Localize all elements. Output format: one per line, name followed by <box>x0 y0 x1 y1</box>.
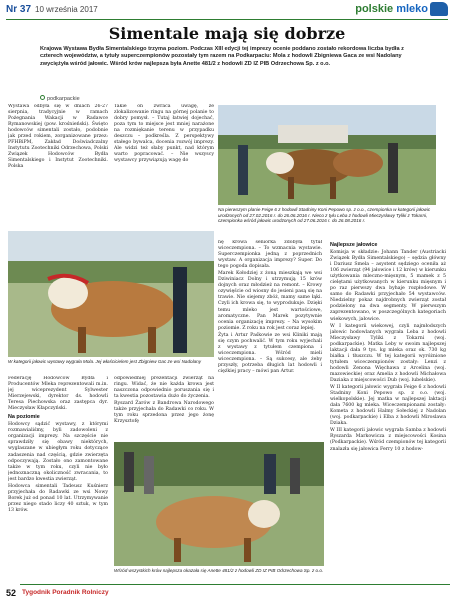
paragraph: Hodowcy sądzić wystawy, z którymi rozmawialiśmy, byli zadowoleni z organizacji imprezy. Na szczęście nie sprawdziły się obawy niektórych, wyglaszane w ubiegłym roku dotyczące zadaszenia nad częścią, gdzie zwierzęta odpoczywają. Zostało ono zamontowane także w tym roku, czyli nie było jednoznaczną okoliczność zwracania, to jest bardzo kwestia zwierząt. <box>8 422 108 482</box>
caption-bottom: Wśród wszystkich krów najlepsza okazała się Anette 481/2 z hodowli ZD IZ PIB Odrzechowa Sp. z o.o. <box>114 568 324 573</box>
photo-heifers-show <box>218 105 436 205</box>
region-tag <box>40 95 80 102</box>
paragraph: Federację Hodowców Bydła i Producentów Mleka reprezentowali m.in. jej wiceprezydent Sylwester Mierzejewski, dyrektor ds. hodowli Teresa Piechowska oraz zastępca dyr. Mieczysław Kłapczyński. <box>8 376 108 412</box>
header-divider <box>6 19 448 20</box>
paragraph: Wystawa odbyła się w dniach 26-27 sierpnia, tradycyjnie w ramach Pożegnania Wakacji w Radawce Rymanowskiej (pow. krośnieński). Święto hodowców simentali zostało, podobnie jak przed rokiem, zorganizowane przez: PFHBiPM, Zakład Doświadczalny Instytutu Zootechniki Odrzechowa, Polski Związek Hodowców Bydła Simentalskiego i Instytut Zootechniki. Polska <box>8 104 108 170</box>
column-3 <box>218 240 322 448</box>
footer-divider <box>20 584 450 585</box>
article-title: Simentale mają się dobrze <box>108 24 346 43</box>
column-4 <box>330 240 446 580</box>
publisher-brand: Tygodnik Poradnik Rolniczy <box>22 589 109 596</box>
column-2-bottom <box>114 376 214 440</box>
column-2-top <box>114 104 214 228</box>
section-heading: Najlepsze jałowice <box>330 242 378 248</box>
issue-number: Nr 37 <box>6 4 32 15</box>
photo-anette-cow <box>114 442 324 566</box>
photo-mola-image <box>8 231 214 357</box>
paragraph: Takie on zwraca uwagę, że zlokalizowanie ringu na górnej polanie to dobry pomysł. – Tutaj łatwiej dojechać, poza tym to miejsce jest mniej narażone na rozmiękanie terenu w przypadku deszczu – podkreśla. Z perspektywy stałego bywalca, docenia rozwój imprezy. Ale widzi też słaby punkt, nad którym warto popracować. – Nie wszyscy wystawcy przywiązują wagę do <box>114 104 214 164</box>
paragraph: W II kategorii jałowic wygrała Feige 6 z hodowli Stadniny Koni Pepowo sp. z o.o. (woj. wielkopolskie). Jej matka w najlepszej laktacji dała 7600 kg mleka. Wiceczempionami zostały: Kometa z hodowli Halmy Sołeckiej z Nadolan (woj. podkarpackie) i Elba z hodowli Miroslawa Dziaka. <box>330 385 446 427</box>
issue-info <box>6 4 98 15</box>
paragraph: Żyta i Artur Paśkowie ze wsi Kliniki mają się czym pochwalić. W tym roku wyjechali z wystawy z tytułem czempiona i wiceczempiona. Wśród mieli wiceczempiona. – Są sukcesy, ale żeby przyszły, potrzeba długich lat hodowli i ciężkiej pracy – mówi pan Artur. <box>218 332 322 374</box>
paragraph: Ryszard Żarów z Bandrowa Narodowego także przyjechała do Radawki co roku. W tym roku sprzedona przez jego żonę Krzysztofę <box>114 401 214 425</box>
column-1-top <box>8 104 108 228</box>
photo-anette-image <box>114 442 324 566</box>
paragraph: Marek Kołodziej z żoną mieszkają we wsi Dziwiniacz Dolny i utrzymują 15 krów dojnych oraz młodzież na remont. – Krowy ozywięście od wiosny do jesieni pasą się na trawie. Nie siejemy zbóż, mamy same łąki. Czyli ich krowa się, to wyprodukuje. Dzięki temu mleko jest wartościowe, aromatyczne. Pan Marek pozytywnie ocenia organizację imprezy. – Na wysokim poziomie. Z roku na rok jest coraz lepiej. <box>218 271 322 331</box>
paragraph: Hodowca simentali Tadeusz Kuśnierz przyjechała do Radawki ze wsi Nowy Borek już od ponad 10 lat. Utrzymywanie przez niego stado liczy 40 sztuk, w tym 13 krów. <box>8 483 108 513</box>
issue-date: 10 września 2017 <box>35 5 98 14</box>
page-number: 52 <box>6 588 17 598</box>
paragraph: nę krowa seniorka zdobyła tytuł wiceczempiona. – To wzmacnia wystawie. Superczempionka jedną z poprzednich wystaw. A organizacja imprezy? Super. Do tego pogoda dopisała. <box>218 240 322 270</box>
photo-mola-heifer <box>8 231 214 357</box>
brand-logo <box>355 3 428 15</box>
section-heading: Na poziomie <box>8 414 40 421</box>
region-icon <box>40 95 45 100</box>
paragraph: Komisja w składzie: Johann Tander (Austriacki Związek Bydła Simentalskiego) – sędzia główny i Dariusz Smela – asystent sędziego oceniła aż 106 zwierząt (94 jałowice i 12 krów) w kierunku użytkowania mleczno-mięsnym, 5 mamek z 5 cielętami użytkowanych w kierunku mięsnym i po raz pierwszy dwa byhaje rozpłodowe. W samo do Radawki przyjechało 54 wystawców. Niedzielny pokaz najdrobnych zwierząt został podzielony na dwa segmenty. W pierwszym zaprezentowano, w poszczególnych kategoriach wiekowych, jałowice. <box>330 250 446 322</box>
region-label: podkarpackie <box>47 96 80 102</box>
paragraph: W I kategorii wiekowej, czyli najmłodszych jałowic hodowlanych wygrała Leba z hodowli Mieczysławy Tyliki z Tokarni (woj. podkarpackie). Matka Leby w swoim najlepszej laktacji dała 9 tys. kg mleka oraz ok. 730 kg białka i tłuszczu. W tej kategorii wyróżnione tytułem wiceczempionów zostały: Lenzi z hodowli Zenona Więchawa z Arcelina (woj. mazowieckie) oraz Amelia z hodowli Michałowa Daziaka z miejscowości Dub (woj. lubelskie). <box>330 323 446 383</box>
column-1-bottom <box>8 376 108 580</box>
cow-icon <box>430 2 448 16</box>
brand-prefix: polskie <box>355 3 394 15</box>
photo-heifers-image <box>218 105 436 205</box>
caption-left: W kategorii jałowic wystawy wygrała Mola. Jej właścicielem jest Zbigniew Gac ze wsi Nadolany <box>8 359 202 364</box>
paragraph: odpowiedniej prezentacji zwierząt na ringu. Widać, że nie każda krowa jest naszczona odpowiednio poruszania się i ta kwestia pozostawia dużo do życzenia. <box>114 376 214 400</box>
paragraph: W III kategorii jałowic wygrała Samba z hodowli Ryszarda Markowicza z miejscowości Kosina (Podkarpackie). Wśród czempionów tej kategorii znalazła się jałowica Ferry 10 z hodow- <box>330 428 446 452</box>
brand-suffix: mleko <box>396 3 428 15</box>
article-lead: Krajowa Wystawa Bydła Simentalskiego trzyma poziom. Podczas XIII edycji tej imprezy ocenie poddano zostało rekordowa liczba bydła z czterech województw, a tytuły superczempionów pozostały tym razem na Podkarpaciu: Mola z hodowli Zbigniewa Gaca ze wsi Nadolany zwyciężyła wśród jałowic. Wśród krów najlepsza była Anette 481/2 z hodowli ZD IZ PIB Odrzechowa Sp. z o.o. <box>40 46 404 67</box>
caption-top-right: Na pierwszym planie Feige 6 z hodowli Stadniny Koni Pepowo sp. z o.o., czempionka w kategorii jałowic urodzonych od 27.02.2016 r. do 26.06.2016 r. Nieco z tyłu Leba z hodowli Mieczysławy Tyliki z Tokarni, czempionka wśród jałowic urodzonych od 27.06.2016 r. do 26.08.2016 r. <box>218 207 431 224</box>
